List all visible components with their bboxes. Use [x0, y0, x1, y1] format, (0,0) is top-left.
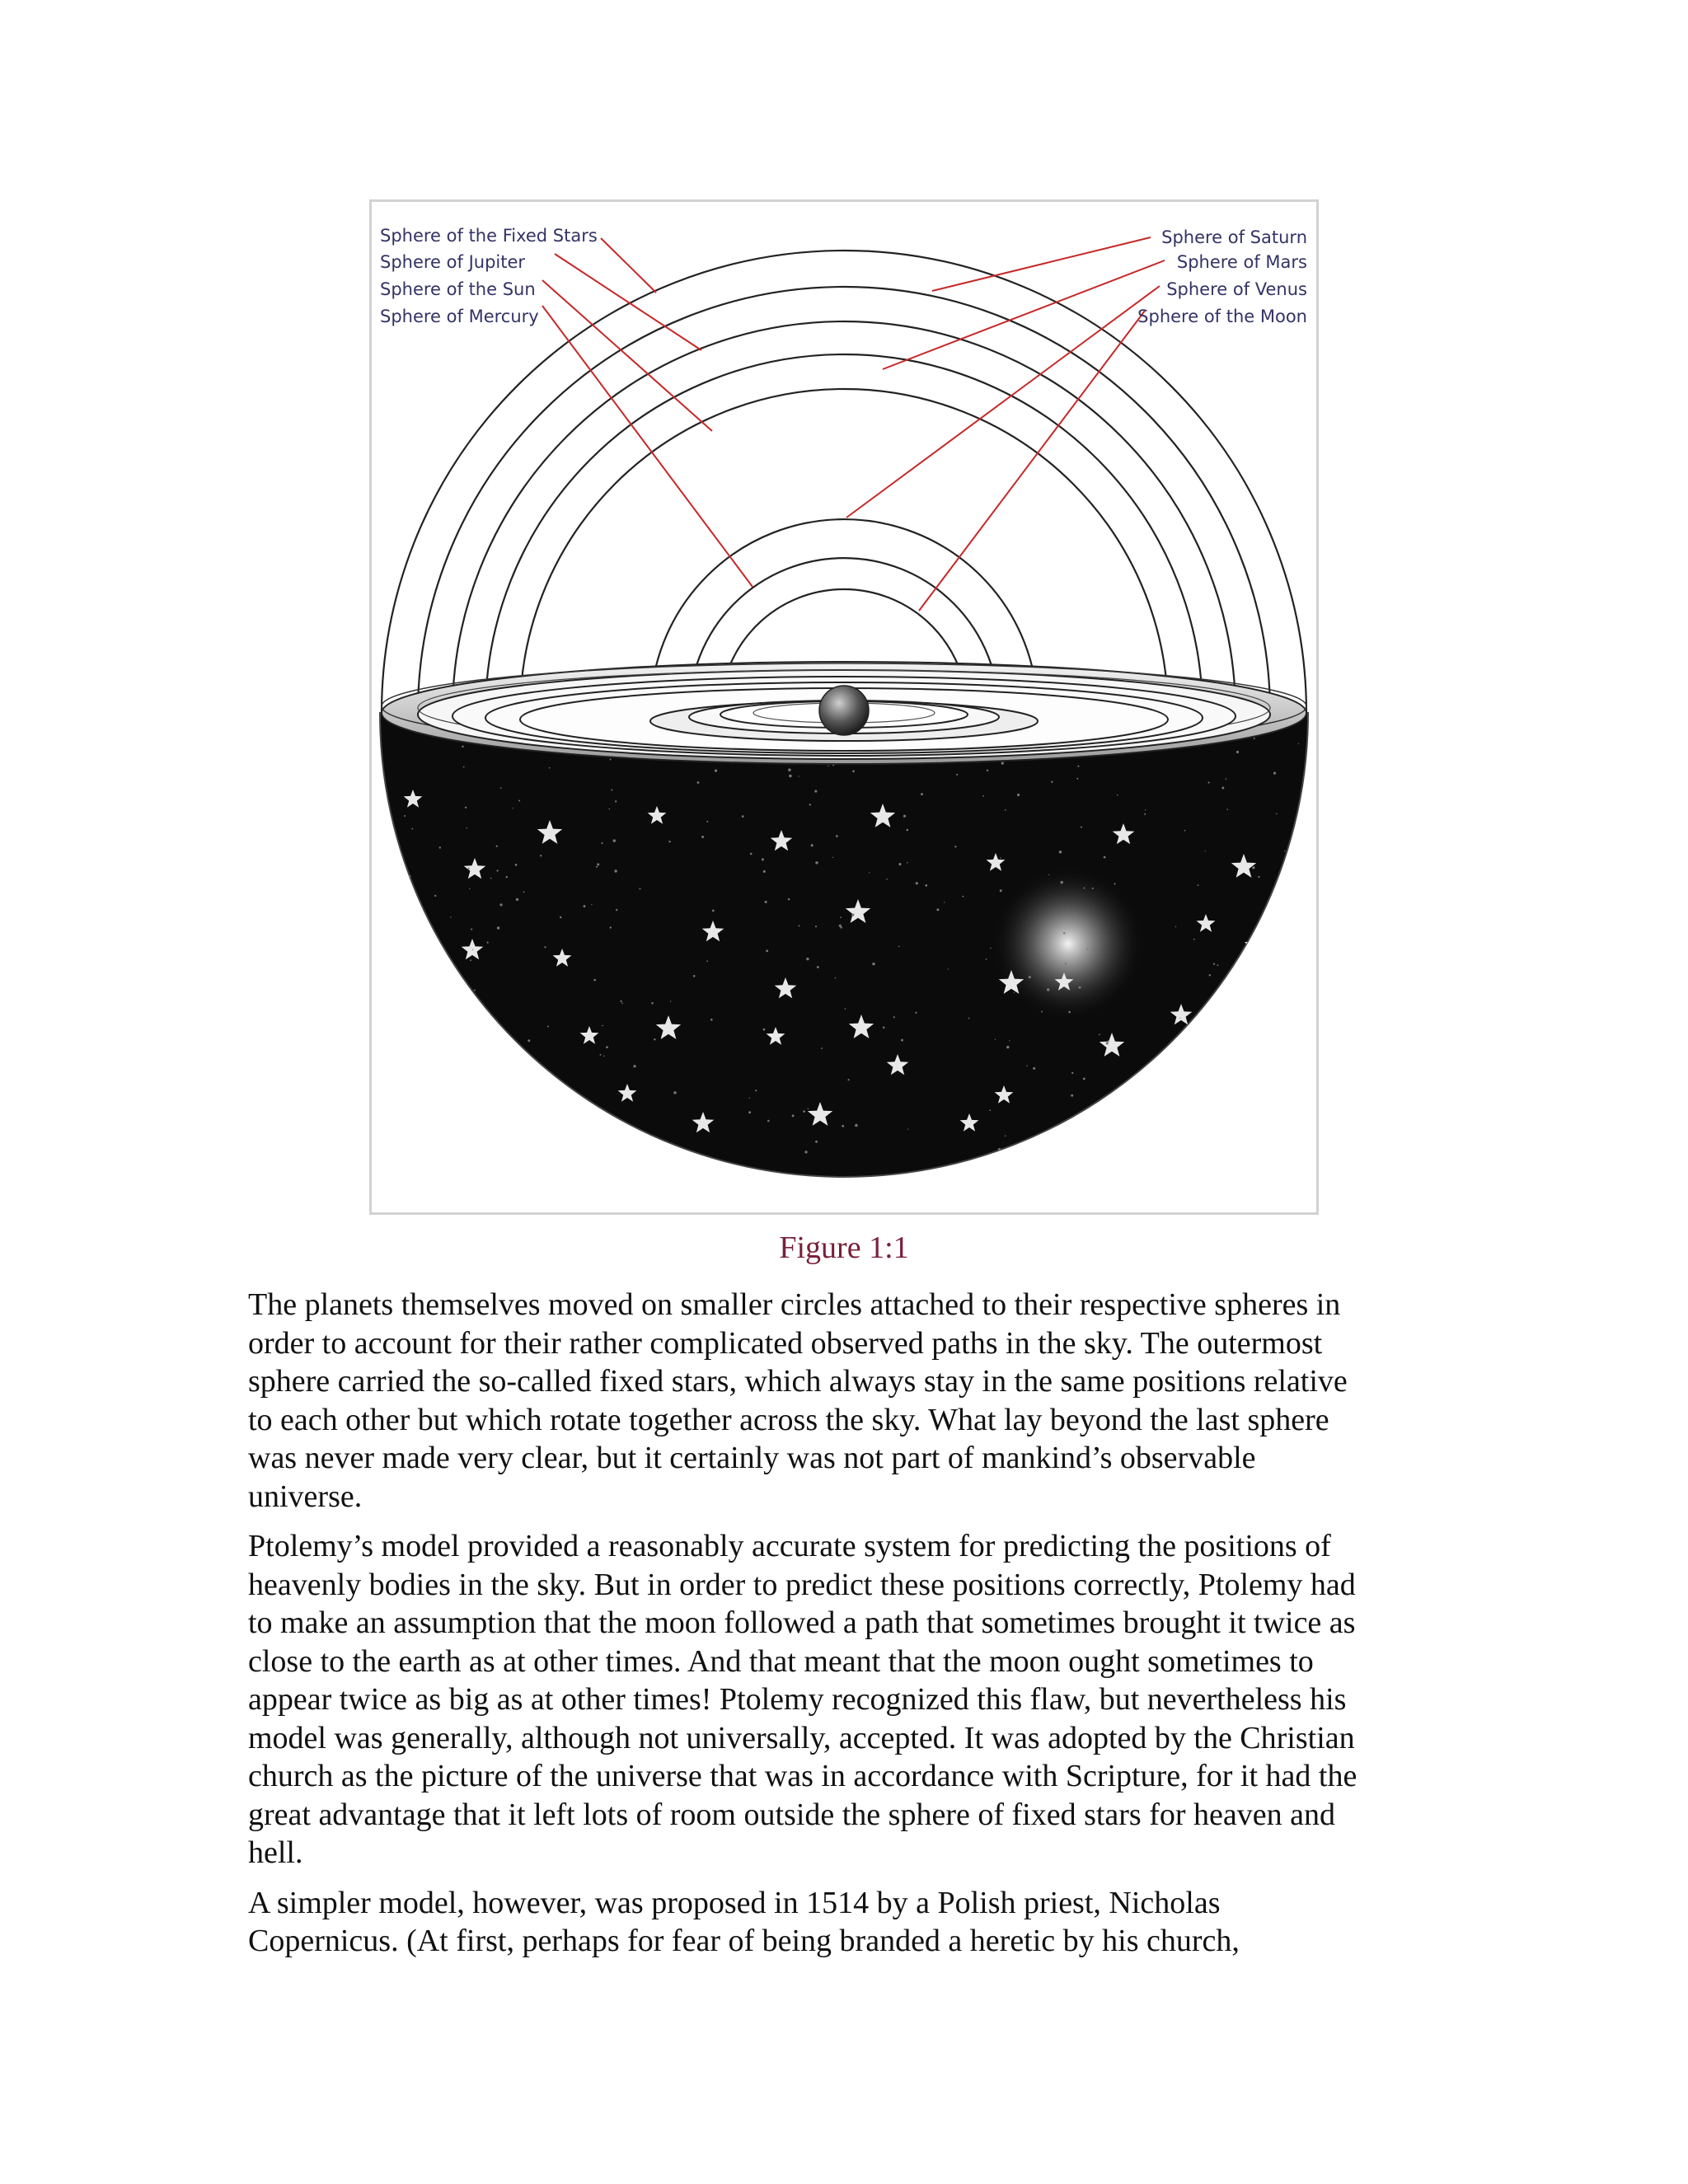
leader-moon — [919, 311, 1145, 611]
text-line: sphere carried the so-called fixed stars, which always stay in the same positions relative — [248, 1364, 1348, 1399]
labels-right — [1137, 227, 1307, 326]
ptolemaic-universe-figure — [369, 199, 1319, 1215]
text-line: order to account for their rather complicated observed paths in the sky. The outermost — [248, 1325, 1323, 1361]
arc-saturn — [418, 287, 1270, 713]
label-moon: Sphere of the Moon — [1137, 307, 1307, 326]
star-icon — [1085, 1107, 1107, 1127]
body-text — [248, 1286, 1443, 1972]
leader-sun — [542, 280, 712, 431]
text-line: church as the picture of the universe that was in accordance with Scripture, for it had the — [248, 1759, 1357, 1793]
text-line: Copernicus. (At first, perhaps for fear of being branded a heretic by his church, — [248, 1924, 1240, 1958]
leader-saturn — [932, 237, 1151, 291]
label-mars: Sphere of Mars — [1176, 252, 1307, 272]
text-line: was never made very clear, but it certainly was not part of mankind’s observable — [248, 1441, 1256, 1475]
labels-left — [380, 226, 598, 326]
leader-venus — [846, 286, 1160, 518]
earth-globe — [819, 686, 869, 735]
text-line: great advantage that it left lots of room outside the sphere of fixed stars for heaven and — [248, 1797, 1335, 1832]
paragraph — [248, 1286, 1443, 1516]
text-line: The planets themselves moved on smaller circles attached to their respective spheres in — [248, 1287, 1341, 1322]
leader-lines — [542, 237, 1165, 611]
leader-fixed-stars — [601, 238, 656, 293]
label-sun: Sphere of the Sun — [380, 279, 536, 299]
figure-caption: Figure 1:1 — [779, 1230, 909, 1265]
paragraph — [248, 1884, 1443, 1961]
arc-jupiter — [452, 321, 1236, 713]
text-line: A simpler model, however, was proposed in 1514 by a Polish priest, Nicholas — [248, 1885, 1221, 1920]
nebula-glow — [990, 865, 1146, 1022]
label-saturn: Sphere of Saturn — [1161, 227, 1307, 247]
label-fixed-stars: Sphere of the Fixed Stars — [380, 226, 598, 246]
text-line: Ptolemy’s model provided a reasonably accurate system for predicting the positions of — [248, 1529, 1331, 1563]
label-mercury: Sphere of Mercury — [380, 307, 539, 326]
text-line: model was generally, although not universally, accepted. It was adopted by the Christian — [248, 1720, 1355, 1755]
text-line: universe. — [248, 1479, 363, 1514]
label-jupiter: Sphere of Jupiter — [380, 252, 526, 272]
paragraph — [248, 1527, 1443, 1872]
text-line: heavenly bodies in the sky. But in order to predict these positions correctly, Ptolemy had — [248, 1567, 1356, 1602]
label-venus: Sphere of Venus — [1166, 279, 1307, 299]
text-line: hell. — [248, 1835, 303, 1870]
celestial-spheres-diagram — [372, 202, 1316, 1212]
starry-sky-hemisphere — [380, 713, 1308, 1177]
text-line: to make an assumption that the moon followed a path that sometimes brought it twice as — [248, 1605, 1356, 1640]
text-line: appear twice as big as at other times! Ptolemy recognized this flaw, but nevertheless his — [248, 1682, 1347, 1717]
arc-mars — [485, 354, 1203, 713]
text-line: to each other but which rotate together across the sky. What lay beyond the last sphere — [248, 1402, 1329, 1437]
leader-mercury — [542, 306, 753, 587]
leader-mars — [883, 260, 1165, 369]
text-line: close to the earth as at other times. And that meant that the moon ought sometimes to — [248, 1643, 1314, 1679]
